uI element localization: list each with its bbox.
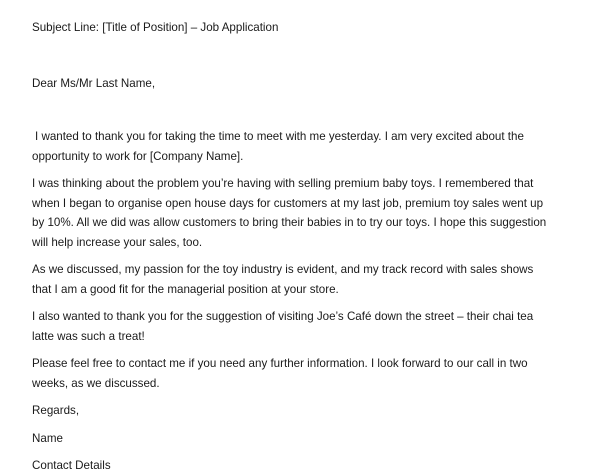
paragraph-line: I wanted to thank you for taking the time to meet with me yesterday. I am very excited about the (35, 130, 524, 143)
paragraph-line: when I began to organise open house days for customers at my last job, premium toy sales went up (32, 196, 544, 210)
salutation: Dear Ms/Mr Last Name, (32, 76, 156, 90)
paragraph-line: by 10%. All we did was allow customers to bring their babies in to try our toys. I hope this suggestion (32, 216, 547, 229)
paragraph-line: opportunity to work for [Company Name]. (32, 149, 244, 163)
signature-name: Name (32, 431, 63, 445)
paragraph-line: latte was such a treat! (32, 329, 145, 343)
closing: Regards, (32, 404, 80, 417)
paragraph-line: that I am a good fit for the managerial position at your store. (32, 282, 339, 296)
contact-details: Contact Details (32, 459, 111, 472)
subject-line: Subject Line: [Title of Position] – Job Application (32, 21, 279, 34)
paragraph-line: weeks, as we discussed. (32, 376, 160, 390)
paragraph-passion (32, 260, 592, 299)
paragraph-thank-you (32, 127, 592, 166)
paragraph-line: will help increase your sales, too. (32, 235, 203, 249)
paragraph-line: As we discussed, my passion for the toy industry is evident, and my track record with sales shows (32, 263, 534, 276)
paragraph-line: Please feel free to contact me if you need any further information. I look forward to our call in two (32, 357, 528, 370)
letter-body (32, 18, 592, 476)
paragraph-contact (32, 354, 592, 393)
paragraph-cafe (32, 307, 592, 346)
paragraph-sales-suggestion (32, 174, 592, 252)
paragraph-line: I also wanted to thank you for the suggestion of visiting Joe’s Café down the street – their chai tea (32, 310, 534, 323)
paragraph-line: I was thinking about the problem you’re having with selling premium baby toys. I remembered that (32, 177, 534, 190)
